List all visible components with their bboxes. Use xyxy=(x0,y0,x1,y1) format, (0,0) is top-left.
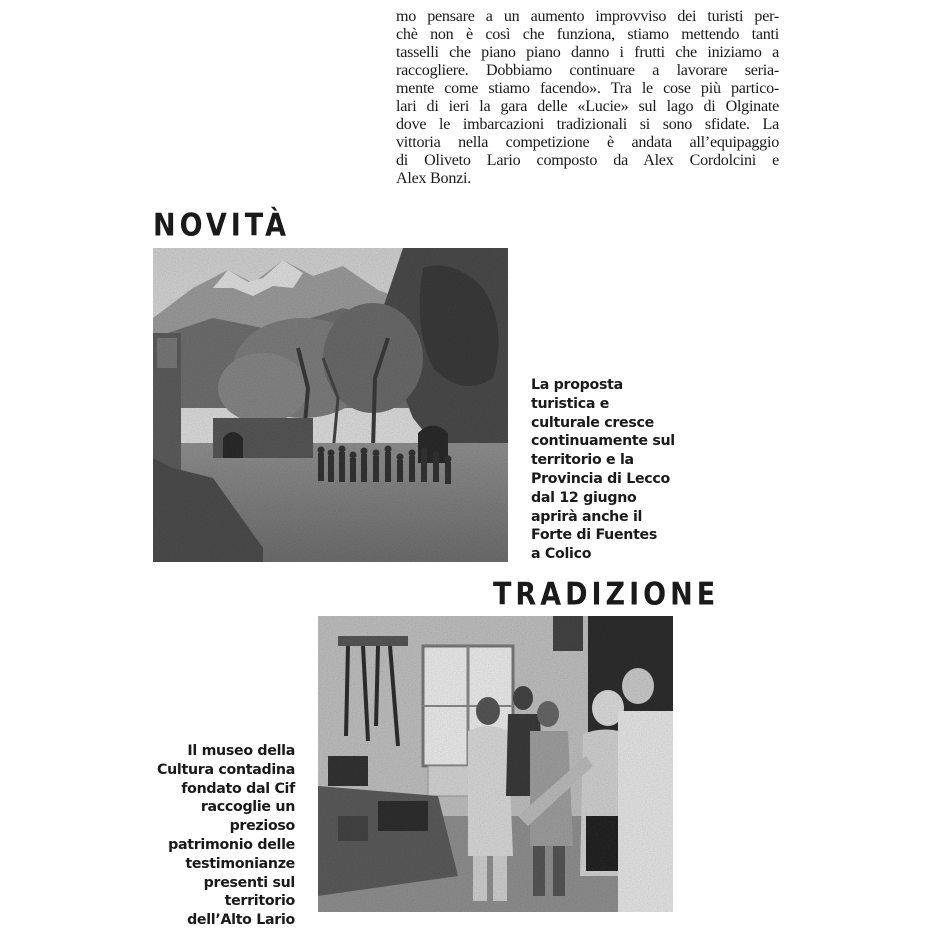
caption-line: fondato dal Cif xyxy=(181,780,295,797)
caption-line: aprirà anche il xyxy=(531,508,643,525)
caption-line: Cultura contadina xyxy=(157,761,295,778)
article-line: chè non è così che funziona, stiamo mettendo tanti xyxy=(396,26,779,43)
museum-photo-caption xyxy=(140,742,295,930)
article-line: di Oliveto Lario composto da Alex Cordolcini e xyxy=(396,152,779,169)
caption-line: presenti sul xyxy=(203,874,295,891)
article-body xyxy=(396,8,779,188)
article-line: mente come stiamo facendo». Tra le cose più partico- xyxy=(396,80,779,97)
caption-line: turistica e xyxy=(531,395,610,412)
caption-line: culturale cresce xyxy=(531,414,654,431)
caption-line: La proposta xyxy=(531,377,623,393)
caption-line: raccoglie un xyxy=(200,799,295,816)
museum-photo xyxy=(318,616,673,912)
caption-line: Forte di Fuentes xyxy=(531,527,658,544)
article-line: tasselli che piano piano danno i frutti che iniziamo a xyxy=(396,44,779,61)
caption-line: patrimonio delle xyxy=(168,836,295,853)
caption-line: territorio e la xyxy=(531,452,634,469)
caption-line: dal 12 giugno xyxy=(531,489,637,506)
caption-line: territorio xyxy=(224,893,295,910)
caption-line: prezioso xyxy=(229,818,295,835)
fort-photo xyxy=(153,248,508,562)
section-heading-novita: NOVITÀ xyxy=(153,208,290,244)
article-line: Alex Bonzi. xyxy=(396,170,472,187)
caption-line: a Colico xyxy=(531,546,592,563)
article-line: mo pensare a un aumento improvviso dei turisti per- xyxy=(396,8,779,25)
article-line: raccogliere. Dobbiamo continuare a lavorare seria- xyxy=(396,62,779,79)
caption-line: continuamente sul xyxy=(531,433,675,450)
caption-line: testimonianze xyxy=(185,855,295,872)
article-line: dove le imbarcazioni tradizionali si sono sfidate. La xyxy=(396,116,779,133)
fort-photo-caption xyxy=(531,376,691,564)
article-line: vittoria nella competizione è andata all’equipaggio xyxy=(396,134,779,151)
section-heading-tradizione: TRADIZIONE xyxy=(493,577,720,613)
caption-line: Il museo della xyxy=(187,743,295,759)
caption-line: dell’Alto Lario xyxy=(187,912,295,929)
caption-line: Provincia di Lecco xyxy=(531,470,670,487)
article-line: lari di ieri la gara delle «Lucie» sul lago di Olginate xyxy=(396,98,779,115)
